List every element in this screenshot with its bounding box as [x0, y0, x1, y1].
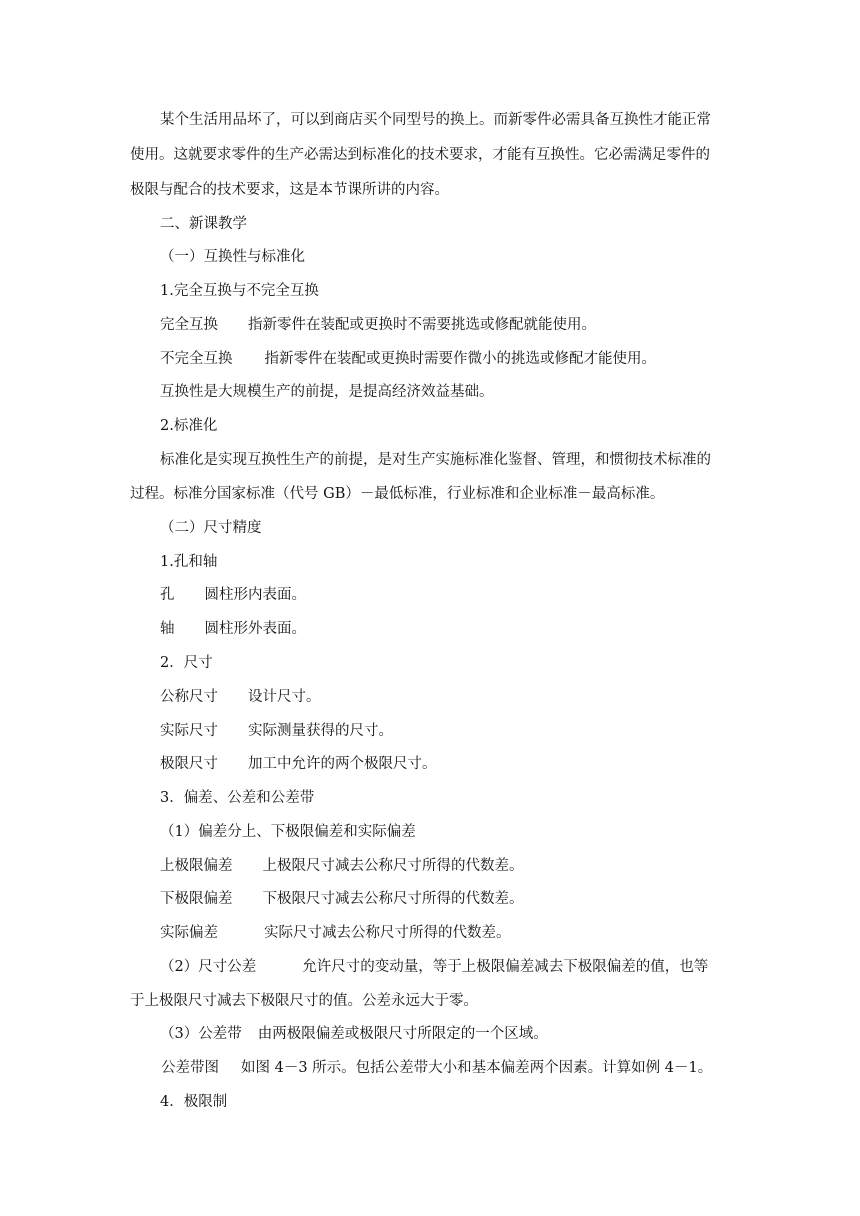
definition-actual-deviation: 实际尺寸减去公称尺寸所得的代数差。 — [264, 925, 511, 941]
def-upper-deviation — [160, 856, 524, 876]
term-hole: 孔 — [160, 587, 175, 603]
def-actual-deviation — [160, 923, 511, 943]
def-actual-size — [160, 721, 393, 741]
tolerance-continuation: 于上极限尺寸减去下极限尺寸的值。公差永远大于零。 — [130, 993, 478, 1009]
term-tolerance-zone-diagram: 公差带图 — [161, 1060, 219, 1076]
term-limit-size: 极限尺寸 — [160, 756, 218, 772]
definition-tolerance-zone-diagram: 如图 4－3 所示。包括公差带大小和基本偏差两个因素。计算如例 4－1。 — [241, 1060, 713, 1076]
heading-standardization: 2.标准化 — [160, 418, 218, 434]
standardization-line-1: 标准化是实现互换性生产的前提，是对生产实施标准化鉴督、管理，和惯彻技术标准的 — [160, 452, 711, 468]
standardization-line-2: 过程。标准分国家标准（代号 GB）－最低标准，行业标准和企业标准－最高标准。 — [130, 486, 665, 502]
intro-line-2: 使用。这就要求零件的生产必需达到标准化的技术要求，才能有互换性。它必需满足零件的 — [130, 147, 710, 163]
def-tolerance-zone-diagram — [161, 1058, 712, 1078]
term-shaft: 轴 — [160, 621, 175, 637]
term-actual-size: 实际尺寸 — [160, 723, 218, 739]
term-upper-deviation: 上极限偏差 — [160, 858, 233, 874]
definition-upper-deviation: 上极限尺寸减去公称尺寸所得的代数差。 — [262, 858, 524, 874]
term-tolerance-zone: （3）公差带 — [160, 1026, 242, 1042]
def-complete-interchange — [160, 315, 596, 335]
definition-nominal-size: 设计尺寸。 — [248, 689, 321, 705]
definition-complete-interchange: 指新零件在装配或更换时不需要挑选或修配就能使用。 — [248, 317, 596, 333]
heading-limit-system: 4．极限制 — [160, 1094, 228, 1110]
intro-line-3: 极限与配合的技术要求，这是本节课所讲的内容。 — [130, 182, 449, 198]
definition-incomplete-interchange: 指新零件在装配或更换时需要作微小的挑选或修配才能使用。 — [264, 351, 656, 367]
heading-complete-incomplete: 1.完全互换与不完全互换 — [160, 283, 319, 299]
section-heading-new-lesson: 二、新课教学 — [160, 216, 247, 232]
def-dimension-tolerance — [160, 957, 708, 977]
term-complete-interchange: 完全互换 — [160, 317, 218, 333]
def-limit-size — [160, 754, 437, 774]
heading-hole-shaft: 1.孔和轴 — [160, 554, 218, 570]
definition-hole: 圆柱形内表面。 — [204, 587, 306, 603]
subsection-heading-dimension-precision: （二）尺寸精度 — [160, 520, 262, 536]
definition-limit-size: 加工中允许的两个极限尺寸。 — [248, 756, 437, 772]
term-incomplete-interchange: 不完全互换 — [160, 351, 233, 367]
definition-lower-deviation: 下极限尺寸减去公称尺寸所得的代数差。 — [262, 891, 524, 907]
definition-tolerance-zone: 由两极限偏差或极限尺寸所限定的一个区域。 — [257, 1026, 548, 1042]
def-shaft — [160, 619, 306, 639]
term-nominal-size: 公称尺寸 — [160, 689, 218, 705]
term-dimension-tolerance: （2）尺寸公差 — [160, 959, 257, 975]
heading-deviation-tolerance: 3．偏差、公差和公差带 — [160, 790, 315, 806]
definition-dimension-tolerance: 允许尺寸的变动量，等于上极限偏差减去下极限偏差的值，也等 — [302, 959, 709, 975]
interchange-premise: 互换性是大规模生产的前提，是提高经济效益基础。 — [160, 384, 494, 400]
term-lower-deviation: 下极限偏差 — [160, 891, 233, 907]
def-lower-deviation — [160, 889, 524, 909]
def-incomplete-interchange — [160, 349, 656, 369]
subsection-heading-interchangeability: （一）互换性与标准化 — [160, 249, 305, 265]
def-nominal-size — [160, 687, 321, 707]
deviation-heading: （1）偏差分上、下极限偏差和实际偏差 — [160, 824, 416, 840]
definition-shaft: 圆柱形外表面。 — [204, 621, 306, 637]
intro-line-1: 某个生活用品坏了，可以到商店买个同型号的换上。而新零件必需具备互换性才能正常 — [160, 112, 711, 128]
def-hole — [160, 585, 306, 605]
heading-dimension: 2．尺寸 — [160, 655, 213, 671]
def-tolerance-zone — [160, 1024, 548, 1044]
definition-actual-size: 实际测量获得的尺寸。 — [248, 723, 393, 739]
term-actual-deviation: 实际偏差 — [160, 925, 218, 941]
